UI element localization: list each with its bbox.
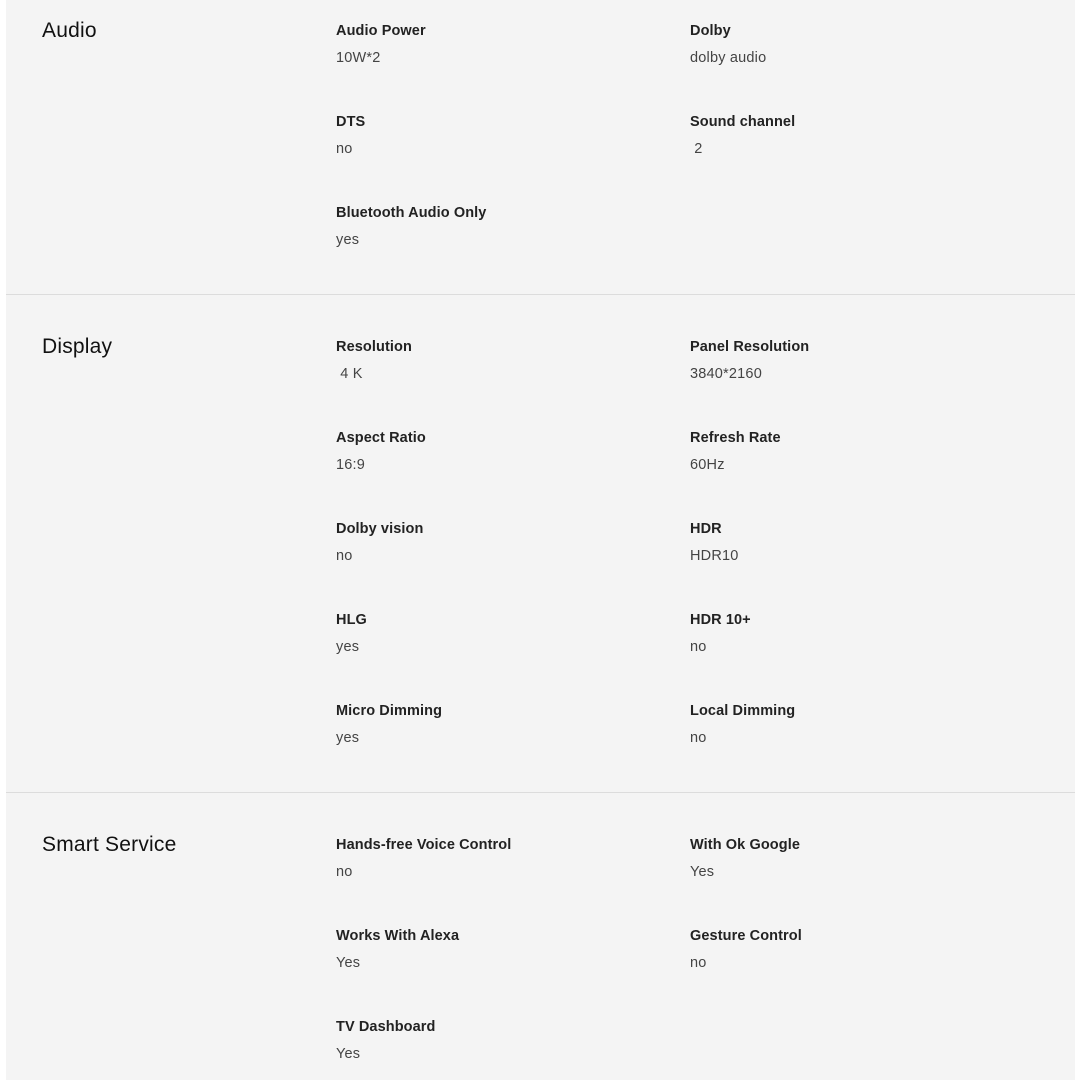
- spec-label: Aspect Ratio: [336, 430, 426, 446]
- spec-label: DTS: [336, 114, 366, 130]
- spec-hlg: [336, 613, 666, 654]
- spec-value: 4 K: [336, 365, 363, 382]
- spec-panel-resolution: [690, 340, 1020, 381]
- spec-hdr: [690, 522, 1020, 563]
- spec-label: Dolby vision: [336, 521, 424, 537]
- spec-label: HLG: [336, 612, 367, 628]
- spec-value: yes: [336, 729, 360, 746]
- spec-value: 2: [690, 140, 703, 157]
- section-title-display: Display: [42, 335, 113, 358]
- spec-hdr10-plus: [690, 613, 1020, 654]
- spec-local-dimming: [690, 704, 1020, 745]
- spec-value: Yes: [336, 954, 361, 971]
- spec-tv-dashboard: [336, 1020, 666, 1061]
- spec-label: Resolution: [336, 339, 412, 355]
- spec-dts: [336, 115, 666, 156]
- spec-value: no: [690, 638, 707, 655]
- spec-value: 3840*2160: [690, 365, 762, 382]
- spec-hands-free-voice-control: [336, 838, 666, 879]
- spec-label: Sound channel: [690, 114, 796, 130]
- spec-audio-power: [336, 24, 666, 65]
- spec-panel: [6, 0, 1075, 1080]
- spec-dolby-vision: [336, 522, 666, 563]
- spec-value: no: [336, 140, 353, 157]
- spec-gesture-control: [690, 929, 1020, 970]
- spec-value: HDR10: [690, 547, 739, 564]
- spec-sound-channel: [690, 115, 1020, 156]
- spec-micro-dimming: [336, 704, 666, 745]
- spec-value: 16:9: [336, 456, 366, 473]
- spec-value: no: [336, 547, 353, 564]
- spec-resolution: [336, 340, 666, 381]
- spec-value: 60Hz: [690, 456, 725, 473]
- spec-label: Works With Alexa: [336, 928, 460, 944]
- spec-label: Bluetooth Audio Only: [336, 205, 487, 221]
- section-divider: [6, 294, 1075, 295]
- spec-label: Panel Resolution: [690, 339, 810, 355]
- spec-value: dolby audio: [690, 49, 767, 66]
- spec-bluetooth-audio-only: [336, 206, 666, 247]
- spec-refresh-rate: [690, 431, 1020, 472]
- spec-value: no: [336, 863, 353, 880]
- spec-value: Yes: [336, 1045, 361, 1062]
- spec-label: Refresh Rate: [690, 430, 781, 446]
- spec-value: yes: [336, 231, 360, 248]
- spec-value: Yes: [690, 863, 715, 880]
- spec-value: no: [690, 954, 707, 971]
- section-divider: [6, 792, 1075, 793]
- spec-value: yes: [336, 638, 360, 655]
- spec-label: With Ok Google: [690, 837, 801, 853]
- spec-works-with-alexa: [336, 929, 666, 970]
- section-title-audio: Audio: [42, 19, 97, 42]
- spec-label: Dolby: [690, 23, 731, 39]
- spec-label: Audio Power: [336, 23, 426, 39]
- spec-label: Local Dimming: [690, 703, 796, 719]
- spec-with-ok-google: [690, 838, 1020, 879]
- spec-value: no: [690, 729, 707, 746]
- spec-label: Hands-free Voice Control: [336, 837, 512, 853]
- section-title-smart-service: Smart Service: [42, 833, 177, 856]
- spec-dolby: [690, 24, 1020, 65]
- spec-label: Gesture Control: [690, 928, 802, 944]
- spec-value: 10W*2: [336, 49, 381, 66]
- spec-aspect-ratio: [336, 431, 666, 472]
- spec-label: HDR 10+: [690, 612, 751, 628]
- spec-label: Micro Dimming: [336, 703, 443, 719]
- spec-label: TV Dashboard: [336, 1019, 436, 1035]
- spec-label: HDR: [690, 521, 722, 537]
